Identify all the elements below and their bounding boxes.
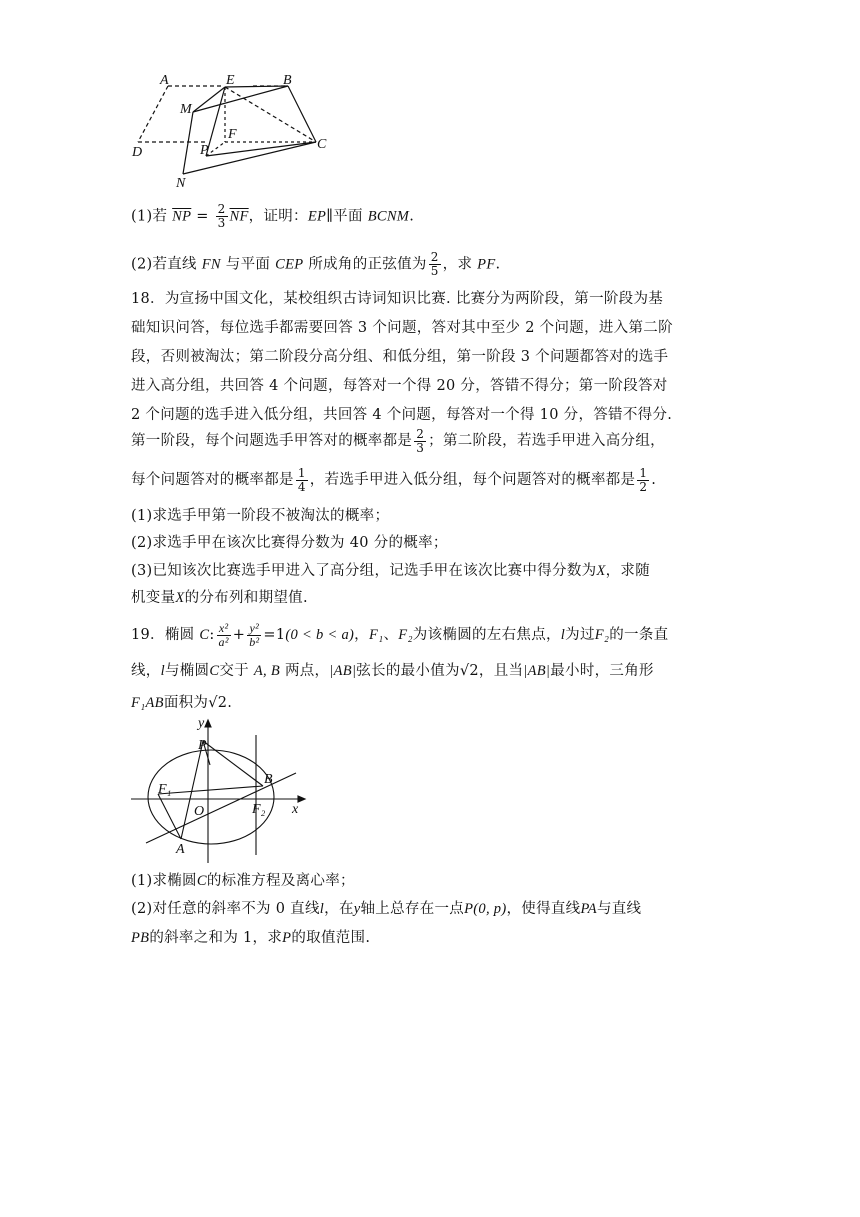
label-d: D — [132, 145, 143, 160]
q18-sub3-cont: 机变量X的分布列和期望值. — [131, 590, 308, 606]
label-e: E — [226, 73, 235, 88]
q18-sub3: (3)已知该次比赛选手甲进入了高分组，记选手甲在该次比赛中得分数为X，求随 — [131, 563, 651, 579]
fraction-x2-a2: $\frac{\text{x²}}{\text{a²}}$ — [218, 620, 229, 649]
fraction-two-thirds-b: $\frac{2}{3}$ — [416, 426, 425, 455]
q17-part1: (1)若 $\overline{NP}$ = $\frac{2}{3}$ $\overline{NF}$，证明：EP∥平面 BCNM. — [131, 202, 415, 230]
label-p2: P — [198, 738, 207, 753]
q19-sub1: (1)求椭圆C的标准方程及离心率； — [131, 873, 355, 889]
label-f: F — [228, 127, 237, 142]
label-n: N — [176, 176, 186, 190]
q18-line7: 每个问题答对的概率都是 $\frac{1}{4}$ ，若选手甲进入低分组，每个问题答对的概率都是 $\frac{1}{2}$ . — [131, 465, 657, 494]
label-y-axis: y — [198, 716, 205, 731]
q18-sub1: (1)求选手甲第一阶段不被淘汰的概率； — [131, 508, 390, 524]
label-a2: A — [176, 842, 185, 857]
label-b: B — [283, 73, 292, 88]
label-x-axis: x — [292, 802, 299, 817]
label-f1: F₁ — [158, 782, 172, 797]
figure-ellipse — [128, 715, 313, 865]
q18-line6: 第一阶段，每个问题选手甲答对的概率都是 $\frac{2}{3}$ ；第二阶段，若选手甲进入高分组， — [131, 426, 665, 455]
q19-line3: F₁AB面积为√2. — [131, 695, 233, 711]
q18-line4: 进入高分组，共回答 4 个问题，每答对一个得 20 分，答错不得分；第一阶段答对 — [131, 378, 668, 394]
fraction-two-fifths: $\frac{2}{5}$ — [430, 250, 439, 278]
fraction-two-thirds: $\frac{2}{3}$ — [217, 202, 226, 230]
q18-line2: 础知识问答，每位选手都需要回答 3 个问题，答对其中至少 2 个问题，进入第二阶 — [131, 320, 673, 336]
q19-sub2: (2)对任意的斜率不为 0 直线l，在y轴上总存在一点P(0, p)，使得直线PA与直线 — [131, 901, 642, 917]
label-b2: B — [264, 772, 273, 787]
label-p: P — [200, 143, 209, 158]
fraction-one-half: $\frac{1}{2}$ — [639, 465, 648, 494]
label-o: O — [194, 804, 205, 819]
label-c: C — [317, 137, 327, 152]
q18-line3: 段，否则被淘汰；第二阶段分高分组、和低分组，第一阶段 3 个问题都答对的选手 — [131, 349, 669, 365]
q19-line1: 19．椭圆 C: $\frac{\text{x²}}{\text{a²}}$ + $\frac{\text{y²}}{\text{b²}}$ =1(0 < b < a)，F₁、F₂为该椭圆的左右焦点，l为过F₂的一条直 — [131, 620, 669, 649]
q18-line1: 18．为宣扬中国文化，某校组织古诗词知识比赛. 比赛分为两阶段，第一阶段为基 — [131, 291, 664, 307]
q18-line5: 2 个问题的选手进入低分组，共回答 4 个问题，每答对一个得 10 分，答错不得分. — [131, 407, 673, 423]
fraction-one-quarter: $\frac{1}{4}$ — [297, 465, 306, 494]
fraction-y2-b2: $\frac{\text{y²}}{\text{b²}}$ — [249, 620, 260, 649]
q19-sub2-cont: PB的斜率之和为 1，求P的取值范围. — [131, 930, 371, 946]
label-m: M — [180, 102, 192, 117]
q19-line2: 线，l与椭圆C交于 A, B 两点，|AB|弦长的最小值为√2，且当|AB|最小时，三角形 — [131, 663, 654, 679]
label-f2: F₂ — [252, 802, 266, 817]
figure-geometry — [128, 70, 338, 190]
q18-sub2: (2)求选手甲在该次比赛得分数为 40 分的概率； — [131, 535, 448, 551]
q17-part2: (2)若直线 FN 与平面 CEP 所成角的正弦值为 $\frac{2}{5}$ ，求 PF. — [131, 250, 501, 278]
label-a: A — [160, 73, 169, 88]
